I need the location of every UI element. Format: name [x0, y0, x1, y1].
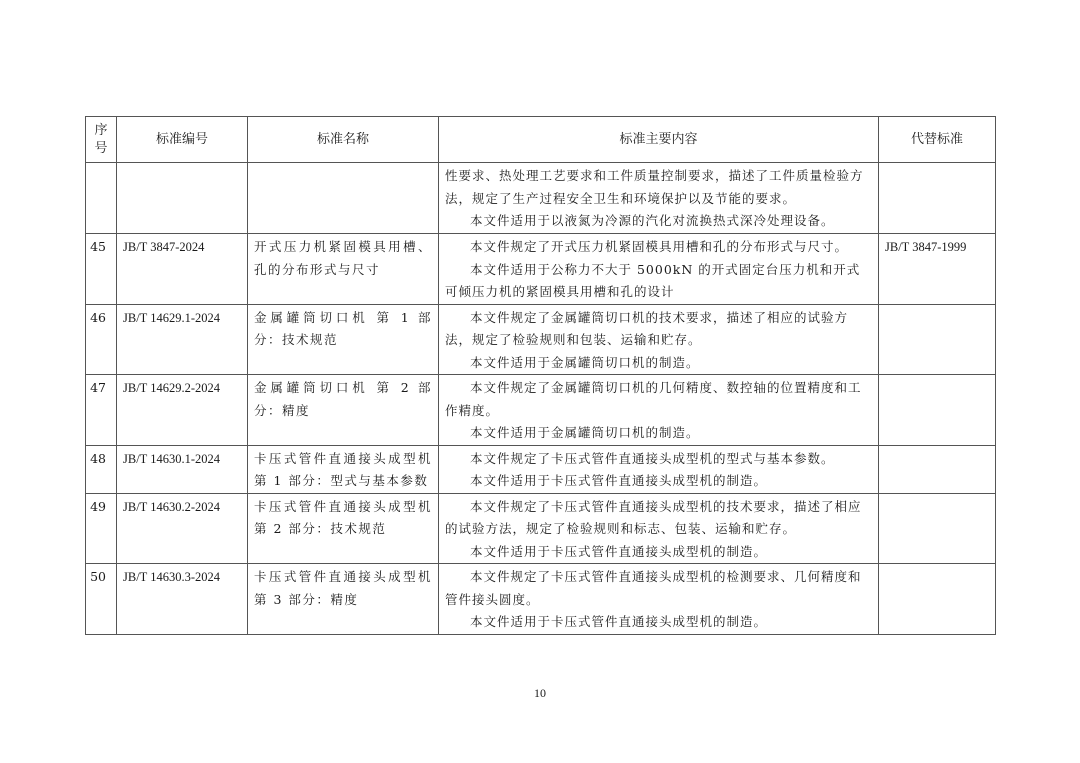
table-row: [86, 375, 996, 446]
replaced-cell: [879, 493, 996, 564]
page-number: 10: [534, 686, 546, 700]
content-cell: [439, 375, 879, 446]
content-paragraph: 本文件规定了开式压力机紧固模具用槽和孔的分布形式与尺寸。: [470, 239, 849, 254]
content-paragraph: 性要求、热处理工艺要求和工件质量控制要求，描述了工件质量检验方法，规定了生产过程安全卫生和环境保护以及节能的要求。: [445, 168, 864, 206]
content-cell: [439, 304, 879, 375]
name-cell: 金属罐筒切口机 第 2 部分：精度: [248, 375, 439, 446]
content-paragraph: 本文件适用于公称力不大于 5000kN 的开式固定台压力机和开式可倾压力机的紧固模具用槽和孔的设计: [445, 261, 861, 299]
code-cell: JB/T 14630.2-2024: [117, 493, 248, 564]
content-paragraph: 本文件规定了卡压式管件直通接头成型机的检测要求、几何精度和管件接头圆度。: [445, 569, 862, 607]
content-paragraph: 本文件适用于卡压式管件直通接头成型机的制造。: [470, 543, 768, 559]
seq-cell: 49: [86, 493, 117, 564]
code-cell: JB/T 14629.2-2024: [117, 375, 248, 446]
content-paragraph: 本文件规定了卡压式管件直通接头成型机的型式与基本参数。: [470, 450, 835, 466]
table-row-continued: [86, 163, 996, 234]
content-paragraph: 本文件规定了金属罐筒切口机的几何精度、数控轴的位置精度和工作精度。: [445, 380, 862, 418]
seq-cell: 45: [86, 234, 117, 305]
seq-cell: 48: [86, 445, 117, 493]
name-cell: 卡压式管件直通接头成型机 第 1 部分：型式与基本参数: [248, 445, 439, 493]
table-row: [86, 234, 996, 305]
content-paragraph: 本文件适用于金属罐筒切口机的制造。: [470, 425, 700, 440]
seq-cell: 46: [86, 304, 117, 375]
header-code: 标准编号: [117, 117, 248, 163]
table-row: [86, 445, 996, 493]
table-row: [86, 564, 996, 635]
seq-cell: 50: [86, 564, 117, 635]
table-row: [86, 304, 996, 375]
content-paragraph: 本文件适用于金属罐筒切口机的制造。: [470, 354, 700, 370]
code-cell: JB/T 14629.1-2024: [117, 304, 248, 375]
name-cell: 开式压力机紧固模具用槽、孔的分布形式与尺寸: [248, 234, 439, 305]
content-cell: [439, 564, 879, 635]
content-cell: [439, 234, 879, 305]
code-cell: JB/T 14630.1-2024: [117, 445, 248, 493]
standards-table: [85, 116, 996, 635]
name-cell: 卡压式管件直通接头成型机 第 3 部分：精度: [248, 564, 439, 635]
content-cell: [439, 445, 879, 493]
content-cell: [439, 163, 879, 234]
content-paragraph: 本文件规定了金属罐筒切口机的技术要求，描述了相应的试验方法，规定了检验规则和包装、运输和贮存。: [445, 309, 849, 347]
seq-cell: 47: [86, 375, 117, 446]
content-paragraph: 本文件规定了卡压式管件直通接头成型机的技术要求，描述了相应的试验方法，规定了检验规则和标志、包装、运输和贮存。: [445, 498, 862, 536]
replaced-cell: [879, 375, 996, 446]
replaced-cell: [879, 445, 996, 493]
content-paragraph: 本文件适用于卡压式管件直通接头成型机的制造。: [470, 473, 768, 488]
name-cell: 金属罐筒切口机 第 1 部分：技术规范: [248, 304, 439, 375]
name-cell: 卡压式管件直通接头成型机 第 2 部分：技术规范: [248, 493, 439, 564]
code-cell: JB/T 14630.3-2024: [117, 564, 248, 635]
replaced-cell: [879, 304, 996, 375]
header-seq: 序号: [86, 117, 117, 163]
header-replaced: 代替标准: [879, 117, 996, 163]
content-paragraph: 本文件适用于卡压式管件直通接头成型机的制造。: [470, 614, 768, 629]
header-content: 标准主要内容: [439, 117, 879, 163]
table-row: [86, 493, 996, 564]
replaced-cell: [879, 564, 996, 635]
content-cell: [439, 493, 879, 564]
replaced-cell: JB/T 3847-1999: [879, 234, 996, 305]
header-name: 标准名称: [248, 117, 439, 163]
content-paragraph: 本文件适用于以液氮为冷源的汽化对流换热式深冷处理设备。: [470, 213, 835, 228]
code-cell: JB/T 3847-2024: [117, 234, 248, 305]
table-header-row: [86, 117, 996, 163]
